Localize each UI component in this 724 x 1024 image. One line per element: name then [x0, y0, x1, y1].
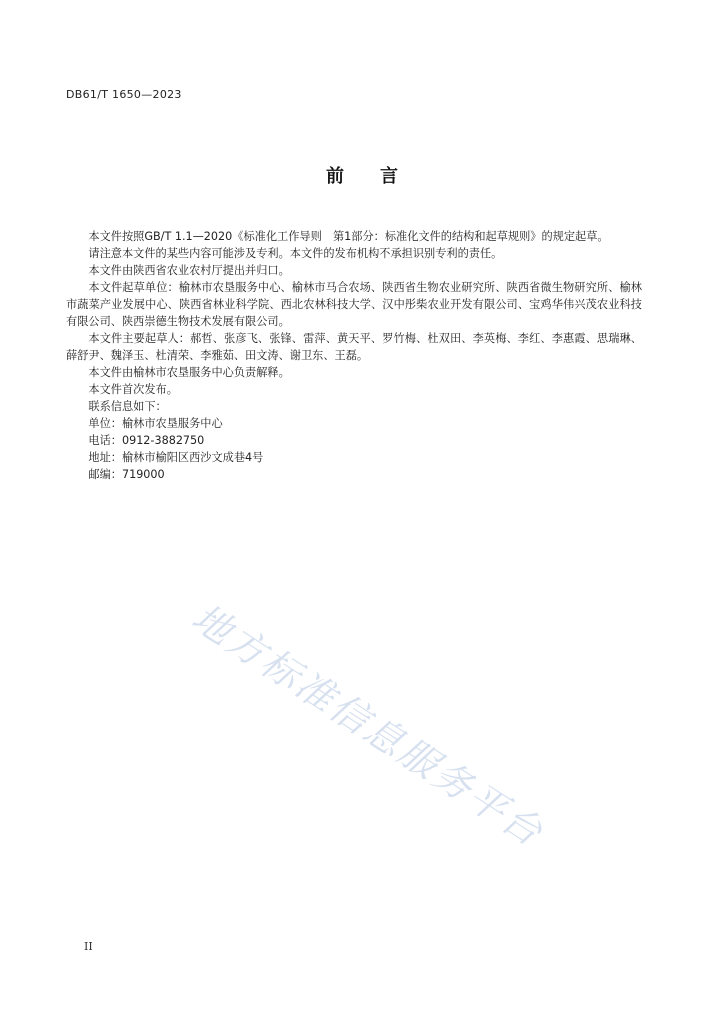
contact-phone: 电话：0912-3882750: [88, 434, 205, 447]
document-body: [66, 228, 642, 483]
document-code: DB61/T 1650—2023: [66, 88, 182, 101]
contact-address: 地址：榆林市榆阳区西沙文成巷4号: [88, 451, 264, 464]
paragraph-drafters: 本文件主要起草人：郝哲、张彦飞、张锋、雷萍、黄天平、罗竹梅、杜双田、李英梅、李红、李惠霞、思瑞琳、薛舒尹、魏泽玉、杜清荣、李雅茹、田文涛、谢卫东、王磊。: [66, 332, 642, 362]
page-title: 前 言: [326, 166, 398, 187]
paragraph-patent-notice: 请注意本文件的某些内容可能涉及专利。本文件的发布机构不承担识别专利的责任。: [88, 247, 503, 260]
paragraph-first-release: 本文件首次发布。: [88, 383, 178, 396]
page-number: II: [84, 940, 93, 953]
paragraph-drafting-rules: 本文件按照GB/T 1.1—2020《标准化工作导则 第1部分：标准化文件的结构和起草规则》的规定起草。: [88, 230, 609, 243]
watermark: 地方标准信息服务平台: [184, 595, 553, 856]
paragraph-proposer: 本文件由陕西省农业农村厅提出并归口。: [88, 264, 290, 277]
paragraph-contact-heading: 联系信息如下：: [88, 400, 167, 413]
contact-postcode: 邮编：719000: [88, 468, 165, 481]
paragraph-drafting-units: 本文件起草单位：榆林市农垦服务中心、榆林市马合农场、陕西省生物农业研究所、陕西省微生物研究所、榆林市蔬菜产业发展中心、陕西省林业科学院、西北农林科技大学、汉中彤柴农业开发有限公司、宝鸡华伟兴茂农业科技有限公司、陕西崇德生物技术发展有限公司。: [66, 281, 642, 328]
paragraph-interpretation: 本文件由榆林市农垦服务中心负责解释。: [88, 366, 290, 379]
contact-unit: 单位：榆林市农垦服务中心: [88, 417, 223, 430]
